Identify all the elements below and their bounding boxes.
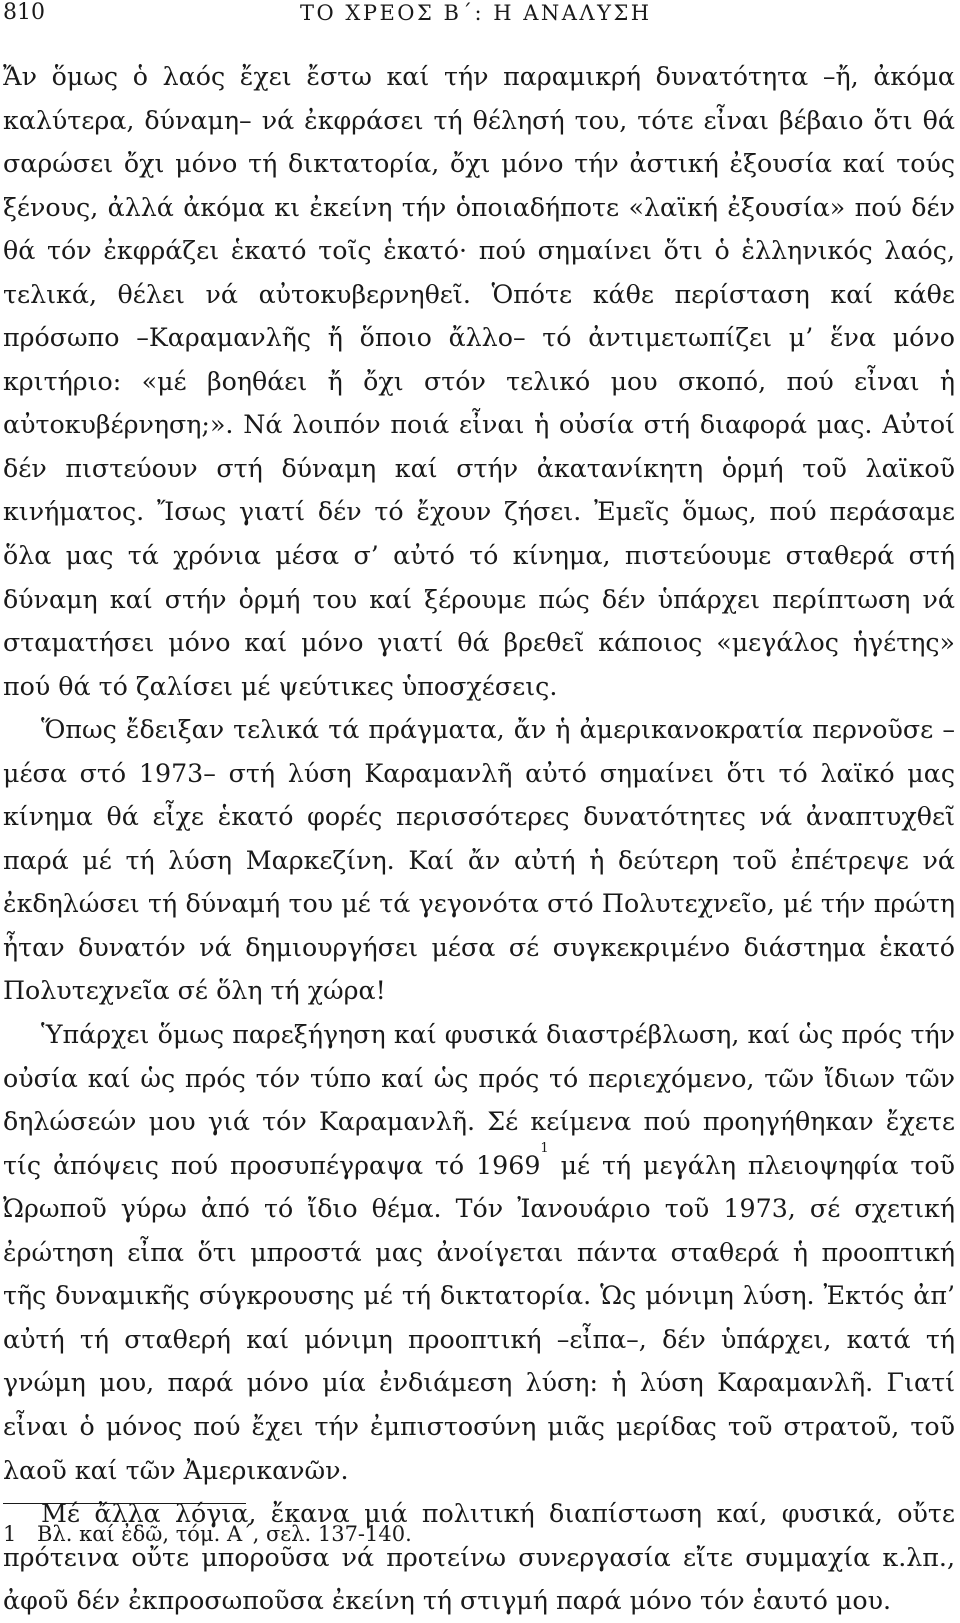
footnote-text: Βλ. καί ἐδῶ, τόμ. Α΄, σελ. 137-140. [37, 1522, 412, 1546]
page-number: 810 [3, 0, 45, 25]
paragraph-2: Ὅπως ἔδειξαν τελικά τά πράγματα, ἄν ἡ ἀμερικανοκρατία περνοῦσε –μέσα στό 1973– στή λύση Καραμανλῆ αὐτό σημαίνει ὅτι τό λαϊκό μας κίνημα θά εἶχε ἑκατό φορές περισσότερες δυνατότητες νά ἀναπτυχθεῖ παρά μέ τή λύση Μαρκεζίνη. Καί ἄν αὐτή ἡ δεύτερη τοῦ ἐπέτρεψε νά ἐκδηλώσει τή δύναμή του μέ τά γεγονότα στό Πολυτεχνεῖο, μέ τήν πρώτη ἦταν δυνατόν νά δημιουργήσει μέσα σέ συγκεκριμένο διάστημα ἑκατό Πολυτεχνεῖα σέ ὅλη τή χώρα! [3, 715, 955, 1006]
footnote-number: 1 [3, 1522, 17, 1546]
paragraph-3-text-before: Ὑπάρχει ὅμως παρεξήγηση καί φυσικά διαστρέβλωση, καί ὡς πρός τήν οὐσία καί ὡς πρός τόν τύπο καί ὡς πρός τό περιεχόμενο, τῶν ἴδιων τῶν δηλώσεών μου γιά τόν Καραμανλῆ. Σέ κείμενα πού προηγήθηκαν ἔχετε τίς ἀπόψεις πού προσυπέγραψα τό 1969 [3, 1020, 955, 1180]
footnote-divider [3, 1503, 246, 1504]
paragraph-1: Ἄν ὅμως ὁ λαός ἔχει ἔστω καί τήν παραμικρή δυνατότητα –ἤ, ἀκόμα καλύτερα, δύναμη– νά ἐκφράσει τή θέλησή του, τότε εἶναι βέβαιο ὅτι θά σαρώσει ὄχι μόνο τή δικτατορία, ὄχι μόνο τήν ἀστική ἐξουσία καί τούς ξένους, ἀλλά ἀκόμα κι ἐκείνη τήν ὁποιαδήποτε «λαϊκή ἐξουσία» πού δέν θά τόν ἐκφράζει ἑκατό τοῖς ἑκατό· πού σημαίνει ὅτι ὁ ἑλληνικός λαός, τελικά, θέλει νά αὐτοκυβερνηθεῖ. Ὁπότε κάθε περίσταση καί κάθε πρόσωπο –Καραμανλῆς ἤ ὅποιο ἄλλο– τό ἀντιμετωπίζει μ’ ἕνα μόνο κριτήριο: «μέ βοηθάει ἤ ὄχι στόν τελικό μου σκοπό, πού εἶναι ἡ αὐτοκυβέρνηση;». Νά λοιπόν ποιά εἶναι ἡ οὐσία στή διαφορά μας. Αὐτοί δέν πιστεύουν στή δύναμη καί στήν ἀκατανίκητη ὁρμή τοῦ λαϊκοῦ κινήματος. Ἴσως γιατί δέν τό ἔχουν ζήσει. Ἐμεῖς ὅμως, πού περάσαμε ὅλα μας τά χρόνια μέσα σ’ αὐτό τό κίνημα, πιστεύουμε σταθερά στή δύναμη καί στήν ὁρμή του καί ξέρουμε πώς δέν ὑπάρχει περίπτωση νά σταματήσει μόνο καί μόνο γιατί θά βρεθεῖ κάποιος «μεγάλος ἡγέτης» πού θά τό ζαλίσει μέ ψεύτικες ὑποσχέσεις. [3, 62, 955, 701]
paragraph-3 [3, 1013, 955, 1492]
running-title: ΤΟ ΧΡΕΟΣ Β΄: Η ΑΝΑΛΥΣΗ [300, 1, 652, 25]
footnote-reference[interactable]: 1 [540, 1140, 549, 1156]
running-head [0, 0, 960, 30]
paragraph-3-text-after: μέ τή μεγάλη πλειοψηφία τοῦ Ὠρωποῦ γύρω ἀπό τό ἴδιο θέμα. Τόν Ἰανουάριο τοῦ 1973, σέ σχετική ἐρώτηση εἶπα ὅτι μπροστά μας ἀνοίγεται πάντα σταθερά ἡ προοπτική τῆς δυναμικῆς σύγκρουσης μέ τή δικτατορία. Ὡς μόνιμη λύση. Ἐκτός ἀπ’ αὐτή τή σταθερή καί μόνιμη προοπτική –εἶπα–, δέν ὑπάρχει, κατά τή γνώμη μου, παρά μόνο μία ἐνδιάμεση λύση: ἡ λύση Καραμανλῆ. Γιατί εἶναι ὁ μόνος πού ἔχει τήν ἐμπιστοσύνη μιᾶς μερίδας τοῦ στρατοῦ, τοῦ λαοῦ καί τῶν Ἀμερικανῶν. [3, 1150, 955, 1485]
footnote [3, 1520, 955, 1548]
paragraph-4: Μέ ἄλλα λόγια, ἔκανα μιά πολιτική διαπίστωση καί, φυσικά, οὔτε πρότεινα οὔτε μποροῦσα νά προτείνω συνεργασία εἴτε συμμαχία κ.λπ., ἀφοῦ δέν ἐκπροσωποῦσα ἐκείνη τή στιγμή παρά μόνο τόν ἑαυτό μου. [3, 1499, 955, 1616]
body-text [3, 55, 955, 1623]
